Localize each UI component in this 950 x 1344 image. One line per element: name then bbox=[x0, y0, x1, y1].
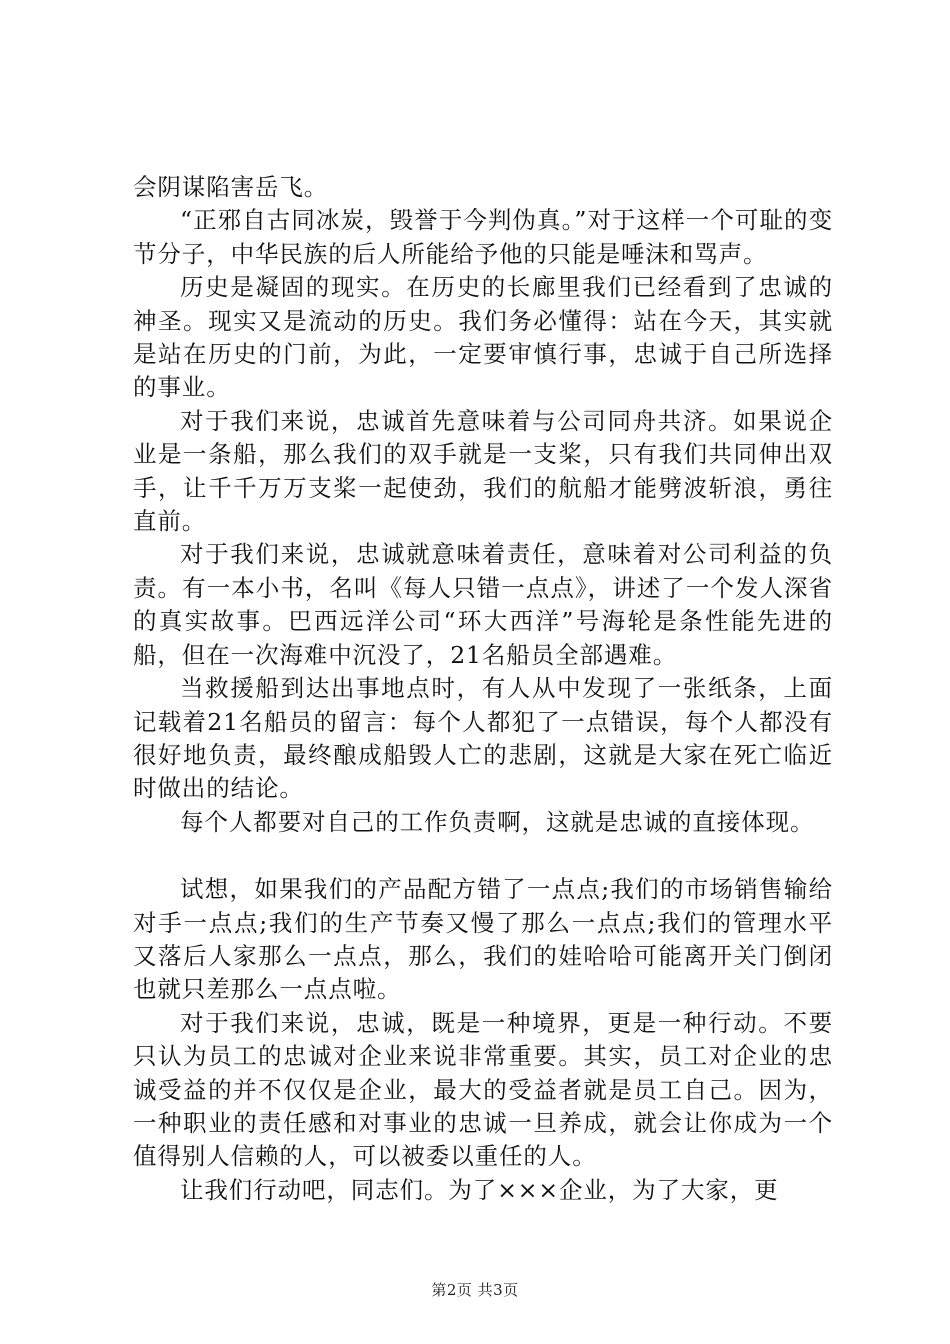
paragraph-direct-expression: 每个人都要对自己的工作负责啊，这就是忠诚的直接体现。 bbox=[180, 807, 815, 836]
paragraph-imagine: 试想，如果我们的产品配方错了一点点;我们的市场销售输给对手一点点;我们的生产节奏又慢了那么一点点;我们的管理水平又落后人家那么一点点，那么，我们的娃哈哈可能离开关门倒闭也就只差那么一点点啦。 bbox=[133, 875, 833, 1004]
paragraph-quote: “正邪自古同冰炭，毁誉于今判伪真。”对于这样一个可耻的变节分子，中华民族的后人所能给予他的只能是唾沫和骂声。 bbox=[133, 206, 833, 268]
paragraph-same-boat: 对于我们来说，忠诚首先意味着与公司同舟共济。如果说企业是一条船，那么我们的双手就是一支桨，只有我们共同伸出双手，让千千万万支桨一起使劲，我们的航船才能劈波斩浪，勇往直前。 bbox=[133, 406, 833, 536]
paragraph-responsibility: 对于我们来说，忠诚就意味着责任，意味着对公司利益的负责。有一本小书，名叫《每人只错一点点》，讲述了一个发人深省的真实故事。巴西远洋公司“环大西洋”号海轮是条性能先进的船，但在一次海难中沉没了，21名船员全部遇难。 bbox=[133, 540, 833, 669]
paragraph-history: 历史是凝固的现实。在历史的长廊里我们已经看到了忠诚的神圣。现实又是流动的历史。我们务必懂得：站在今天，其实就是站在历史的门前，为此，一定要审慎行事，忠诚于自己所选择的事业。 bbox=[133, 273, 833, 402]
paragraph-call-to-action: 让我们行动吧，同志们。为了×××企业，为了大家，更 bbox=[180, 1175, 779, 1204]
paragraph-rescue: 当救援船到达出事地点时，有人从中发现了一张纸条，上面记载着21名船员的留言：每个人都犯了一点错误，每个人都没有很好地负责，最终酿成船毁人亡的悲剧，这就是大家在死亡临近时做出的结论。 bbox=[133, 674, 833, 803]
paragraph-continuation: 会阴谋陷害岳飞。 bbox=[133, 173, 329, 201]
paragraph-realm-action: 对于我们来说，忠诚，既是一种境界，更是一种行动。不要只认为员工的忠诚对企业来说非常重要。其实，员工对企业的忠诚受益的并不仅仅是企业，最大的受益者就是员工自己。因为，一种职业的责任感和对事业的忠诚一旦养成，就会让你成为一个值得别人信赖的人，可以被委以重任的人。 bbox=[133, 1008, 833, 1171]
document-body bbox=[133, 171, 833, 1207]
page-footer: 第2页 共3页 bbox=[431, 1281, 519, 1299]
paragraph-gap bbox=[133, 839, 833, 873]
